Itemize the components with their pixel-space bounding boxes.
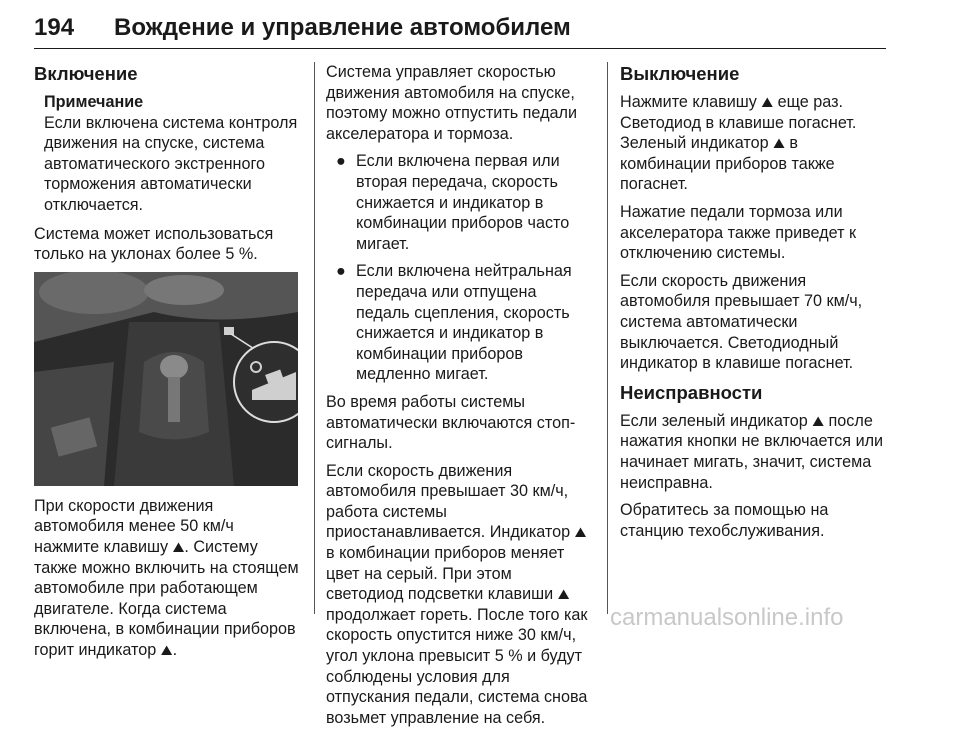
note-block — [44, 92, 302, 216]
text-run: в комбинации приборов меняет цвет на серый. При этом светодиод подсветки клавиши — [326, 544, 565, 604]
section-heading-disable: Выключение — [620, 63, 740, 84]
text-run: . Систему также можно включить на стоящем автомобиле при работающем двигателе. Когда система включена, в комбинации приборов горит индикатор — [34, 537, 299, 659]
bullet-marker: ● — [336, 152, 346, 171]
hill-descent-icon: ⛰ — [773, 135, 785, 152]
text-run: . — [172, 640, 178, 659]
text-run: после нажатия кнопки не включается или начинает мигать, значит, система неисправна. — [620, 411, 884, 492]
paragraph: Система управляет скоростью движения автомобиля на спуске, поэтому можно отпустить педали акселератора и тормоза. — [326, 63, 578, 143]
column-3 — [620, 62, 888, 548]
page-title: Вождение и управление автомобилем — [114, 14, 571, 41]
hill-descent-icon: ⛰ — [812, 412, 825, 429]
page-header — [34, 14, 886, 49]
text-run: Если зеленый индикатор — [620, 411, 813, 430]
section-heading-enable: Включение — [34, 63, 138, 84]
text-run: Нажмите клавишу — [620, 93, 762, 111]
column-divider — [314, 62, 315, 614]
console-photo — [34, 272, 298, 486]
page-number: 194 — [34, 14, 75, 41]
text-run: еще раз. Светодиод в клавише погаснет. Зеленый индикатор — [620, 93, 857, 153]
paragraph: Система может использоваться только на уклонах более 5 %. — [34, 224, 274, 264]
bullet-text: Если включена нейтральная передача или отпущена педаль сцепления, скорость снижается и индикатор в комбинации приборов медленно мигает. — [356, 262, 572, 384]
hill-descent-icon: ⛰ — [172, 538, 185, 555]
paragraph — [620, 92, 888, 195]
hill-descent-icon: ⛰ — [160, 641, 173, 658]
note-title: Примечание — [44, 93, 144, 111]
hill-descent-icon: ⛰ — [557, 586, 570, 603]
column-2 — [326, 62, 592, 735]
bullet-item — [336, 151, 592, 254]
text-run: продолжает гореть. После того как скорость опустится ниже 30 км/ч, угол уклона превысит 5 % и будут соблюдены условия для отпускания педали, система снова возьмет управление на себя. — [326, 605, 588, 727]
text-run: При скорости движения автомобиля менее 50 км/ч нажмите клавишу — [34, 496, 234, 556]
paragraph — [620, 411, 888, 493]
bullet-text: Если включена первая или вторая передача, скорость снижается и индикатор в комбинации приборов часто мигает. — [356, 152, 570, 253]
paragraph: Обратитесь за помощью на станцию техобслуживания. — [620, 501, 829, 540]
bullet-marker: ● — [336, 262, 346, 281]
text-run: Если скорость движения автомобиля превышает 30 км/ч, работа системы приостанавливается. Индикатор — [326, 461, 575, 542]
paragraph — [326, 461, 592, 729]
section-heading-faults: Неисправности — [620, 381, 763, 403]
bullet-item — [336, 261, 592, 385]
watermark: carmanualsonline.info — [610, 604, 844, 631]
hill-descent-icon: ⛰ — [761, 94, 774, 110]
column-divider — [607, 62, 608, 614]
text-run: в комбинации приборов также погаснет. — [620, 134, 835, 194]
paragraph: Нажатие педали тормоза или акселератора также приведет к отключению системы. — [620, 202, 857, 263]
column-1 — [34, 62, 302, 668]
paragraph: Во время работы системы автоматически включаются стоп-сигналы. — [326, 392, 576, 453]
hill-descent-icon: ⛰ — [574, 524, 587, 541]
paragraph: Если скорость движения автомобиля превышает 70 км/ч, система автоматически выключается. Светодиодный индикатор в клавише погаснет. — [620, 271, 863, 373]
note-text: Если включена система контроля движения на спуске, система автоматического экстренного торможения автоматически отключается. — [44, 113, 298, 214]
paragraph — [34, 496, 302, 661]
